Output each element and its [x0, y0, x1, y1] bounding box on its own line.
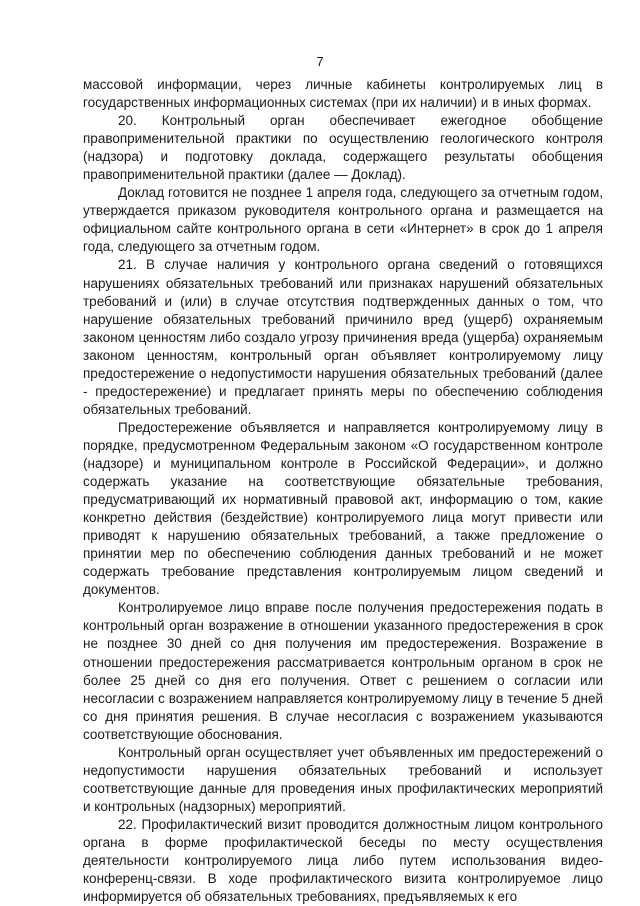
paragraph-item-22: 22. Профилактический визит проводится должностным лицом контрольного органа в форме профилактической беседы по месту осуществления деятельности контролируемого лица либо путем использования видео-конференц-связи. В ходе профилактического визита контролируемое лицо информируется об обязательных требованиях, предъявляемых к его [83, 816, 603, 905]
paragraph-continuation: массовой информации, через личные кабинеты контролируемых лиц в государственных информационных системах (при их наличии) и в иных формах. [83, 77, 603, 111]
paragraph-warning-accounting: Контрольный орган осуществляет учет объявленных им предостережений о недопустимости нарушения обязательных требований и использует соответствующие данные для проведения иных профилактических мероприятий и контрольных (надзорных) мероприятий. [83, 744, 603, 814]
paragraph-warning-procedure: Предостережение объявляется и направляется контролируемому лицу в порядке, предусмотренном Федеральным законом «О государственном контроле (надзоре) и муниципальном контроле в Российской Федерации», и должно содержать указание на соответствующие обязательные требования, предусматривающий их нормативный правовой акт, информацию о том, какие конкретно действия (бездействие) контролируемого лица могут привести или приводят к нарушению обязательных требований, а также предложение о принятии мер по обеспечению соблюдения данных требований и не может содержать требование представления контролируемым лицом сведений и документов. [83, 419, 603, 598]
scan-speck [575, 868, 577, 870]
paragraph-objection: Контролируемое лицо вправе после получения предостережения подать в контрольный орган возражение в отношении указанного предостережения в срок не позднее 30 дней со дня получения им предостережения. Возражение в отношении предостережения рассматривается контрольным органом в срок не более 25 дней со дня его получения. Ответ с решением о согласии или несогласии с возражением направляется контролируемому лицу в течение 5 дней со дня принятия решения. В случае несогласия с возражением указываются соответствующие обоснования. [83, 600, 603, 742]
paragraph-report-deadline: Доклад готовится не позднее 1 апреля года, следующего за отчетным годом, утверждается приказом руководителя контрольного органа и размещается на официальном сайте контрольного органа в сети «Интернет» в срок до 1 апреля года, следующего за отчетным годом. [83, 185, 603, 255]
paragraph-item-20: 20. Контрольный орган обеспечивает ежегодное обобщение правоприменительной практики по осуществлению геологического контроля (надзора) и подготовку доклада, содержащего результаты обобщения правоприменительной практики (далее — Доклад). [83, 113, 603, 183]
document-body [83, 76, 603, 906]
paragraph-item-21: 21. В случае наличия у контрольного органа сведений о готовящихся нарушениях обязательных требований или признаках нарушений обязательных требований и (или) в случае отсутствия подтвержденных данных о том, что нарушение обязательных требований причинило вред (ущерб) охраняемым законом ценностям либо создало угрозу причинения вреда (ущерба) охраняемым законом ценностям, контрольный орган объявляет контролируемому лицу предостережение о недопустимости нарушения обязательных требований (далее - предостережение) и предлагает принять меры по обеспечению соблюдения обязательных требований. [83, 257, 603, 417]
page-number: 7 [316, 54, 324, 69]
